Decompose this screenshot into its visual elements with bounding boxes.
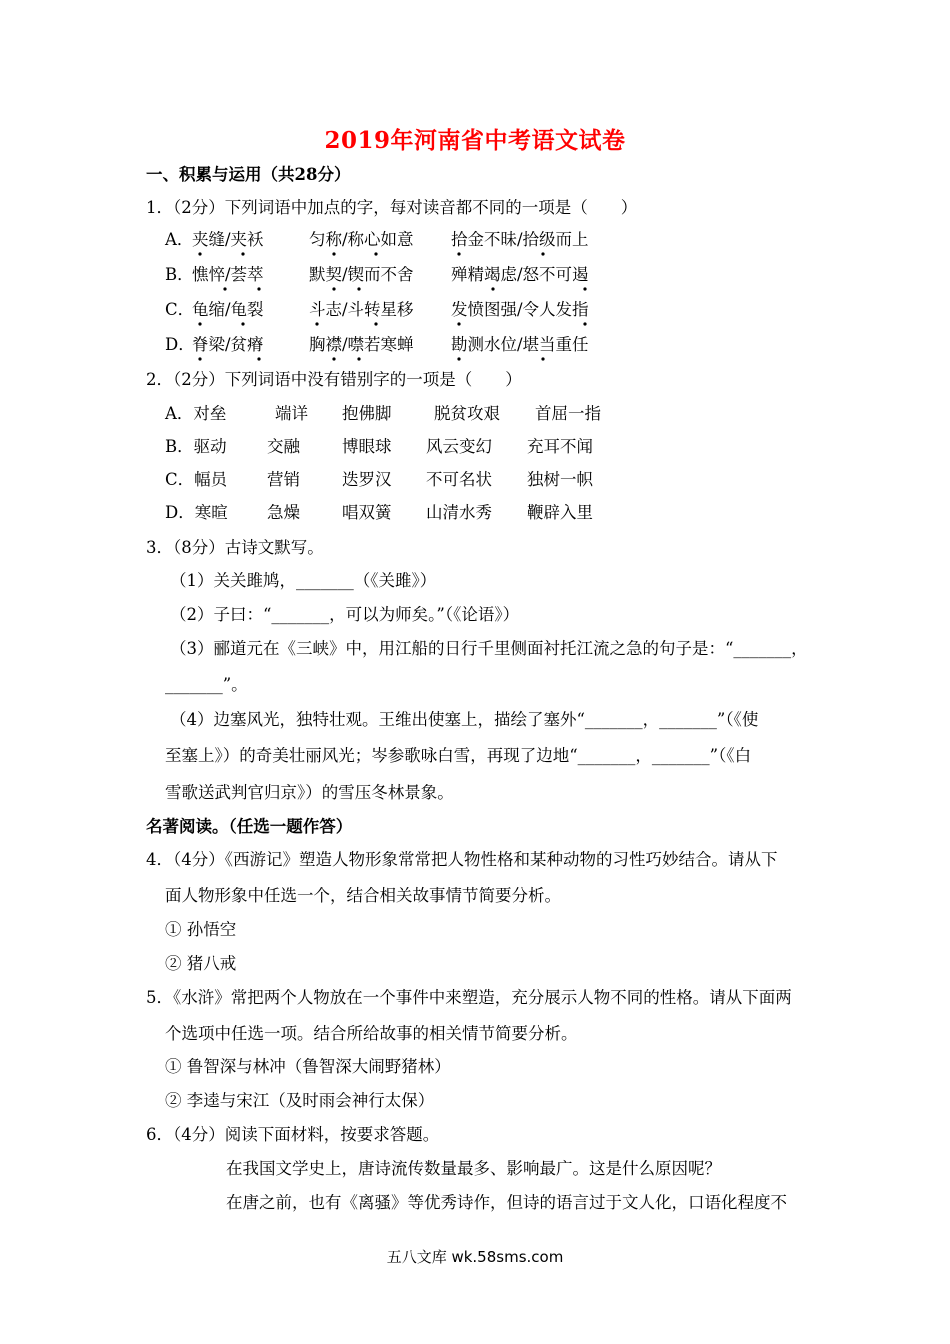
question-4-line-2: 面人物形象中任选一个，结合相关故事情节简要分析。: [165, 886, 561, 905]
emphasis-dot: [457, 357, 460, 360]
question-3-item-2: （2）子曰：“_______，可以为师矣。”（《论语》）: [170, 605, 520, 624]
question-4-line-1: 4．（4分）《西游记》塑造人物形象常常把人物性格和某种动物的习性巧妙结合。请从下: [146, 850, 778, 869]
section-heading-accumulation: 一、积累与运用（共28分）: [146, 165, 351, 184]
question-3-item-4-line-3: 雪歌送武判官归京》）的雪压冬林景象。: [165, 783, 454, 802]
emphasis-dot: [374, 322, 377, 325]
footer-watermark: 五八文库 wk.58sms.com: [386, 1248, 564, 1266]
emphasis-dot: [357, 357, 360, 360]
question-5-option-2: ② 李逵与宋江（及时雨会神行太保）: [165, 1091, 435, 1110]
option-word: 迭罗汉: [342, 470, 392, 489]
question-6-paragraph-1: 在我国文学史上，唐诗流传数量最多、影响最广。这是什么原因呢？: [226, 1159, 721, 1178]
question-3-stem: 3．（8分）古诗文默写。: [146, 538, 324, 557]
option-word: 勘测水位/堪当重任: [451, 335, 589, 354]
option-word: B．驱动: [165, 437, 227, 456]
option-word: 憔悴/荟萃: [192, 265, 264, 284]
option-word: 脱贫攻艰: [434, 404, 500, 423]
option-word: 端详: [275, 404, 308, 423]
option-word: 夹缝/夹袄: [192, 230, 264, 249]
question-5-line-2: 个选项中任选一项。结合所给故事的相关情节简要分析。: [165, 1024, 578, 1043]
option-word: C．幅员: [165, 470, 228, 489]
question-4-option-2: ② 猪八戒: [165, 954, 237, 973]
question-2-stem: 2．（2分）下列词语中没有错别字的一项是（ ）: [146, 370, 522, 389]
emphasis-dot: [457, 252, 460, 255]
question-3-item-3-line-1: （3）郦道元在《三峡》中，用江船的日行千里侧面衬托江流之急的句子是：“_______，: [170, 639, 808, 658]
emphasis-dot: [332, 252, 335, 255]
option-word: 胸襟/噤若寒蝉: [309, 335, 414, 354]
option-word: 博眼球: [342, 437, 392, 456]
exam-page: 2019年河南省中考语文试卷 一、积累与运用（共28分） 1．（2分）下列词语中加点的字，每对读音都不同的一项是（ ） A． 夹缝/夹袄 匀称/称心如意 拾金不昧/拾级而上 B． 憔悴/荟萃 默契/锲而不舍 殚精竭虑/怒不可遏 C． 龟缩/龟裂 斗志/斗转星移 发愤图强/令人发指 D． 脊梁/贫瘠 胸襟/噤若寒蝉 勘测水位/堪当重任 2．（2分）下列词语中没有错别字的一项是（ ） A．对垒 端详 抱佛脚 脱贫攻艰 首屈一指 B．驱动 交融 博眼球 风云变幻 充耳不闻 C．幅员 营销 迭罗汉 不可名状 独树一帜 D．寒暄 急燥 唱双簧 山清水秀 鞭辟入里 3．（8分）古诗文默写。 （1）关关雎鸠，_______（《关雎》） （2）子曰：“_______，可以为师矣。”（《论语》） （3）郦道元在《三峡》中，用江船的日行千里侧面衬托江流之急的句子是：“_______， _______”。 （4）边塞风光，独特壮观。王维出使塞上，描绘了塞外“_______，_______”（《使 至塞上》）的奇美壮丽风光；岑参歌咏白雪，再现了边地“_______，_______”（《白 雪歌送武判官归京》）的雪压冬林景象。 名著阅读。（任选一题作答） 4．（4分）《西游记》塑造人物形象常常把人物性格和某种动物的习性巧妙结合。请从下 面人物形象中任选一个，结合相关故事情节简要分析。 ① 孙悟空 ② 猪八戒 5．《水浒》常把两个人物放在一个事件中来塑造，充分展示人物不同的性格。请从下面两 个选项中任选一项。结合所给故事的相关情节简要分析。 ① 鲁智深与林冲（鲁智深大闹野猪林） ② 李逵与宋江（及时雨会神行太保） 6．（4分）阅读下面材料，按要求答题。 在我国文学史上，唐诗流传数量最多、影响最广。这是什么原因呢？ 在唐之前，也有《离骚》等优秀诗作，但诗的语言过于文人化，口语化程度不 五八文库 wk.58sms.com: [0, 0, 950, 1344]
emphasis-dot: [223, 287, 226, 290]
emphasis-dot: [491, 287, 494, 290]
option-word: 风云变幻: [426, 437, 492, 456]
option-word: 龟缩/龟裂: [192, 300, 264, 319]
option-word: 默契/锲而不舍: [309, 265, 414, 284]
option-word: 首屈一指: [535, 404, 601, 423]
question-3-item-4-line-1: （4）边塞风光，独特壮观。王维出使塞上，描绘了塞外“_______，_______”（《使: [170, 710, 759, 729]
emphasis-dot: [541, 252, 544, 255]
emphasis-dot: [198, 322, 201, 325]
emphasis-dot: [198, 357, 201, 360]
option-word: 发愤图强/令人发指: [451, 300, 589, 319]
option-word: D．寒暄: [165, 503, 228, 522]
option-word: 急燥: [267, 503, 300, 522]
option-word: 交融: [267, 437, 300, 456]
option-word: 抱佛脚: [342, 404, 392, 423]
emphasis-dot: [457, 322, 460, 325]
option-word: 充耳不闻: [527, 437, 593, 456]
emphasis-dot: [241, 252, 244, 255]
emphasis-dot: [315, 322, 318, 325]
question-4-option-1: ① 孙悟空: [165, 920, 237, 939]
option-word: A．对垒: [165, 404, 227, 423]
question-6-stem: 6．（4分）阅读下面材料，按要求答题。: [146, 1125, 440, 1144]
question-3-item-3-line-2: _______”。: [165, 675, 248, 694]
option-word: 殚精竭虑/怒不可遏: [451, 265, 589, 284]
option-word: 营销: [267, 470, 300, 489]
section-heading-classics: 名著阅读。（任选一题作答）: [146, 817, 353, 836]
question-5-line-1: 5．《水浒》常把两个人物放在一个事件中来塑造，充分展示人物不同的性格。请从下面两: [146, 988, 792, 1007]
option-word: 拾金不昧/拾级而上: [451, 230, 589, 249]
option-word: 斗志/斗转星移: [309, 300, 414, 319]
emphasis-dot: [198, 252, 201, 255]
emphasis-dot: [583, 287, 586, 290]
option-word: 唱双簧: [342, 503, 392, 522]
question-1-stem: 1．（2分）下列词语中加点的字，每对读音都不同的一项是（ ）: [146, 198, 638, 217]
emphasis-dot: [257, 357, 260, 360]
emphasis-dot: [374, 252, 377, 255]
question-3-item-4-line-2: 至塞上》）的奇美壮丽风光；岑参歌咏白雪，再现了边地“_______，_______”（《白: [165, 746, 752, 765]
option-word: 不可名状: [426, 470, 492, 489]
question-6-paragraph-2: 在唐之前，也有《离骚》等优秀诗作，但诗的语言过于文人化，口语化程度不: [226, 1193, 787, 1212]
option-word: 匀称/称心如意: [309, 230, 414, 249]
question-5-option-1: ① 鲁智深与林冲（鲁智深大闹野猪林）: [165, 1057, 451, 1076]
option-word: 脊梁/贫瘠: [192, 335, 264, 354]
emphasis-dot: [257, 287, 260, 290]
question-3-item-1: （1）关关雎鸠，_______（《关雎》）: [170, 571, 437, 590]
emphasis-dot: [583, 322, 586, 325]
option-word: 山清水秀: [426, 503, 492, 522]
exam-title: 2019年河南省中考语文试卷: [324, 127, 626, 154]
option-word: 独树一帜: [527, 470, 593, 489]
option-word: 鞭辟入里: [527, 503, 593, 522]
emphasis-dot: [241, 322, 244, 325]
emphasis-dot: [541, 357, 544, 360]
emphasis-dot: [332, 357, 335, 360]
emphasis-dot: [332, 287, 335, 290]
emphasis-dot: [357, 287, 360, 290]
